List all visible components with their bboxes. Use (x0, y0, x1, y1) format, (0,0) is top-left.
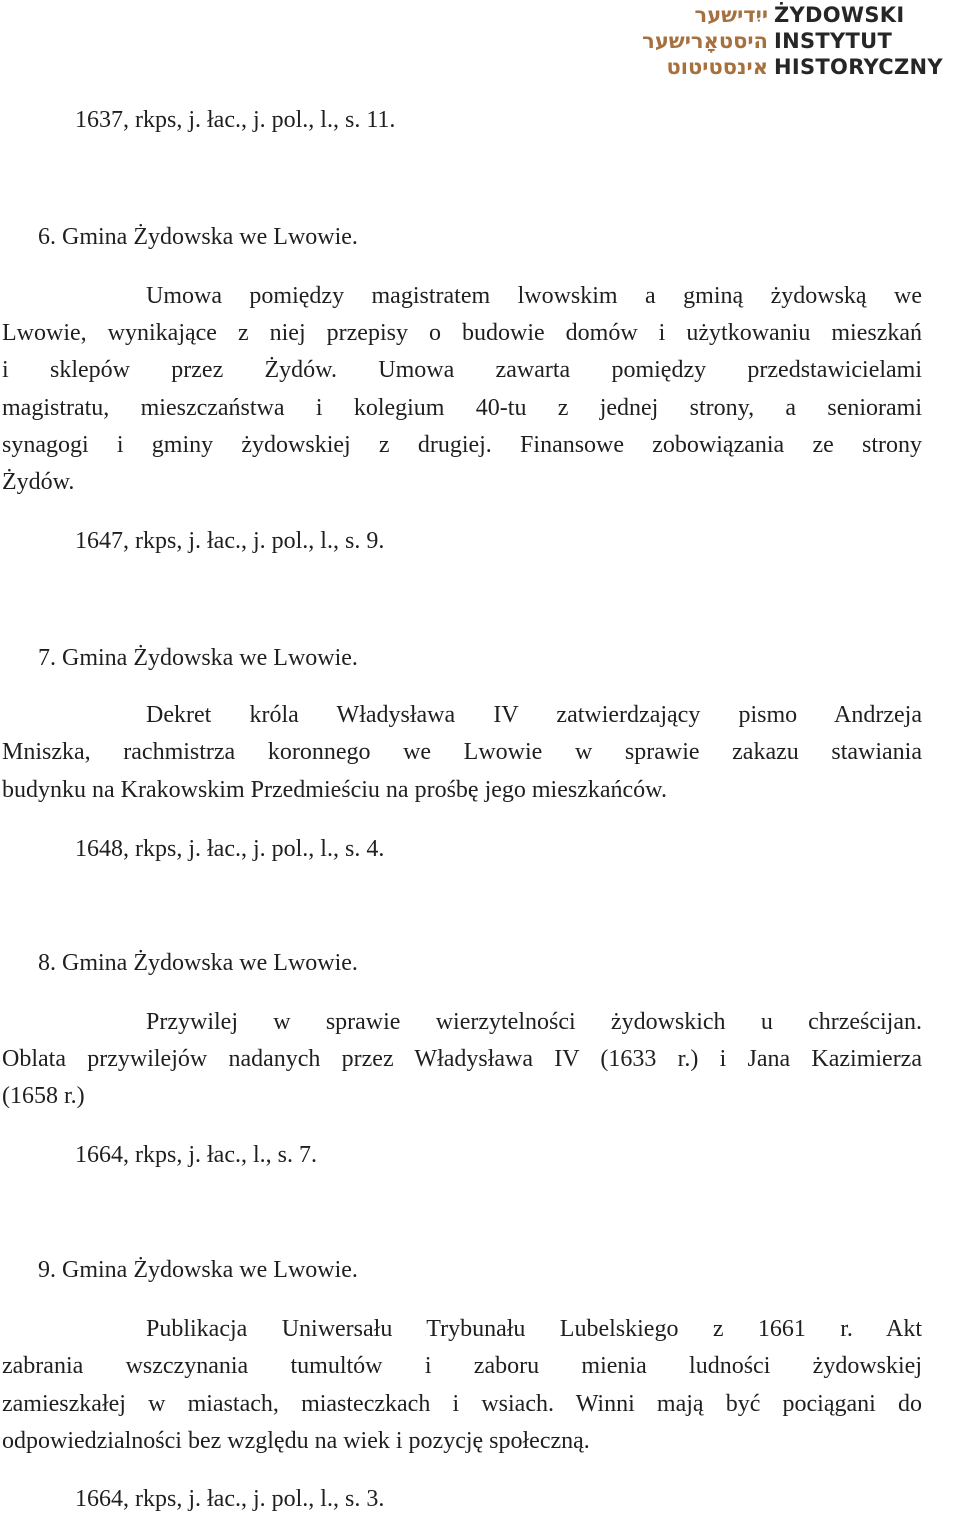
entry-6-description-line: i sklepów przez Żydów. Umowa zawarta pomiędzy przedstawicielami (2, 357, 922, 383)
entry-6-heading: 6. Gmina Żydowska we Lwowie. (38, 224, 358, 250)
entry-6-signature: 1647, rkps, j. łac., j. pol., l., s. 9. (75, 528, 385, 554)
entry-8-description-line: Przywilej w sprawie wierzytelności żydowskich u chrześcijan. (146, 1009, 922, 1035)
entry-5-signature: 1637, rkps, j. łac., j. pol., l., s. 11. (75, 107, 396, 133)
entry-8-description-line: (1658 r.) (2, 1083, 85, 1109)
entry-7-heading: 7. Gmina Żydowska we Lwowie. (38, 645, 358, 671)
entry-7-description-line: budynku na Krakowskim Przedmieściu na prośbę jego mieszkańców. (2, 777, 667, 803)
entry-9-description-line: zamieszkałej w miastach, miasteczkach i wsiach. Winni mają być pociągani do (2, 1391, 922, 1417)
entry-6-description-line: synagogi i gminy żydowskiej z drugiej. Finansowe zobowiązania ze strony (2, 432, 922, 458)
entry-6-description-line: Umowa pomiędzy magistratem lwowskim a gminą żydowską we (146, 283, 922, 309)
entry-9-signature: 1664, rkps, j. łac., j. pol., l., s. 3. (75, 1486, 385, 1512)
entry-8-description-line: Oblata przywilejów nadanych przez Władysława IV (1633 r.) i Jana Kazimierza (2, 1046, 922, 1072)
entry-7-description-line: Mniszka, rachmistrza koronnego we Lwowie w sprawie zakazu stawiania (2, 739, 922, 765)
entry-8-heading: 8. Gmina Żydowska we Lwowie. (38, 950, 358, 976)
entry-6-description-line: Żydów. (2, 469, 75, 495)
entry-9-description-line: odpowiedzialności bez względu na wiek i pozycję społeczną. (2, 1428, 590, 1454)
entry-7-description-line: Dekret króla Władysława IV zatwierdzający pismo Andrzeja (146, 702, 922, 728)
entry-8-signature: 1664, rkps, j. łac., l., s. 7. (75, 1142, 317, 1168)
logo-hebrew-text: ייִדישער היסטאָרישער אינסטיטוט (642, 3, 768, 79)
entry-9-heading: 9. Gmina Żydowska we Lwowie. (38, 1257, 358, 1283)
entry-9-description-line: Publikacja Uniwersału Trybunału Lubelskiego z 1661 r. Akt (146, 1316, 922, 1342)
entry-7-signature: 1648, rkps, j. łac., j. pol., l., s. 4. (75, 836, 385, 862)
entry-6-description-line: Lwowie, wynikające z niej przepisy o budowie domów i użytkowaniu mieszkań (2, 320, 922, 346)
institute-logo (616, 2, 956, 80)
entry-6-description-line: magistratu, mieszczaństwa i kolegium 40-tu z jednej strony, a seniorami (2, 395, 922, 421)
entry-9-description-line: zabrania wszczynania tumultów i zaboru mienia ludności żydowskiej (2, 1353, 922, 1379)
logo-polish-text: ŻYDOWSKI INSTYTUT HISTORYCZNY (774, 3, 943, 79)
